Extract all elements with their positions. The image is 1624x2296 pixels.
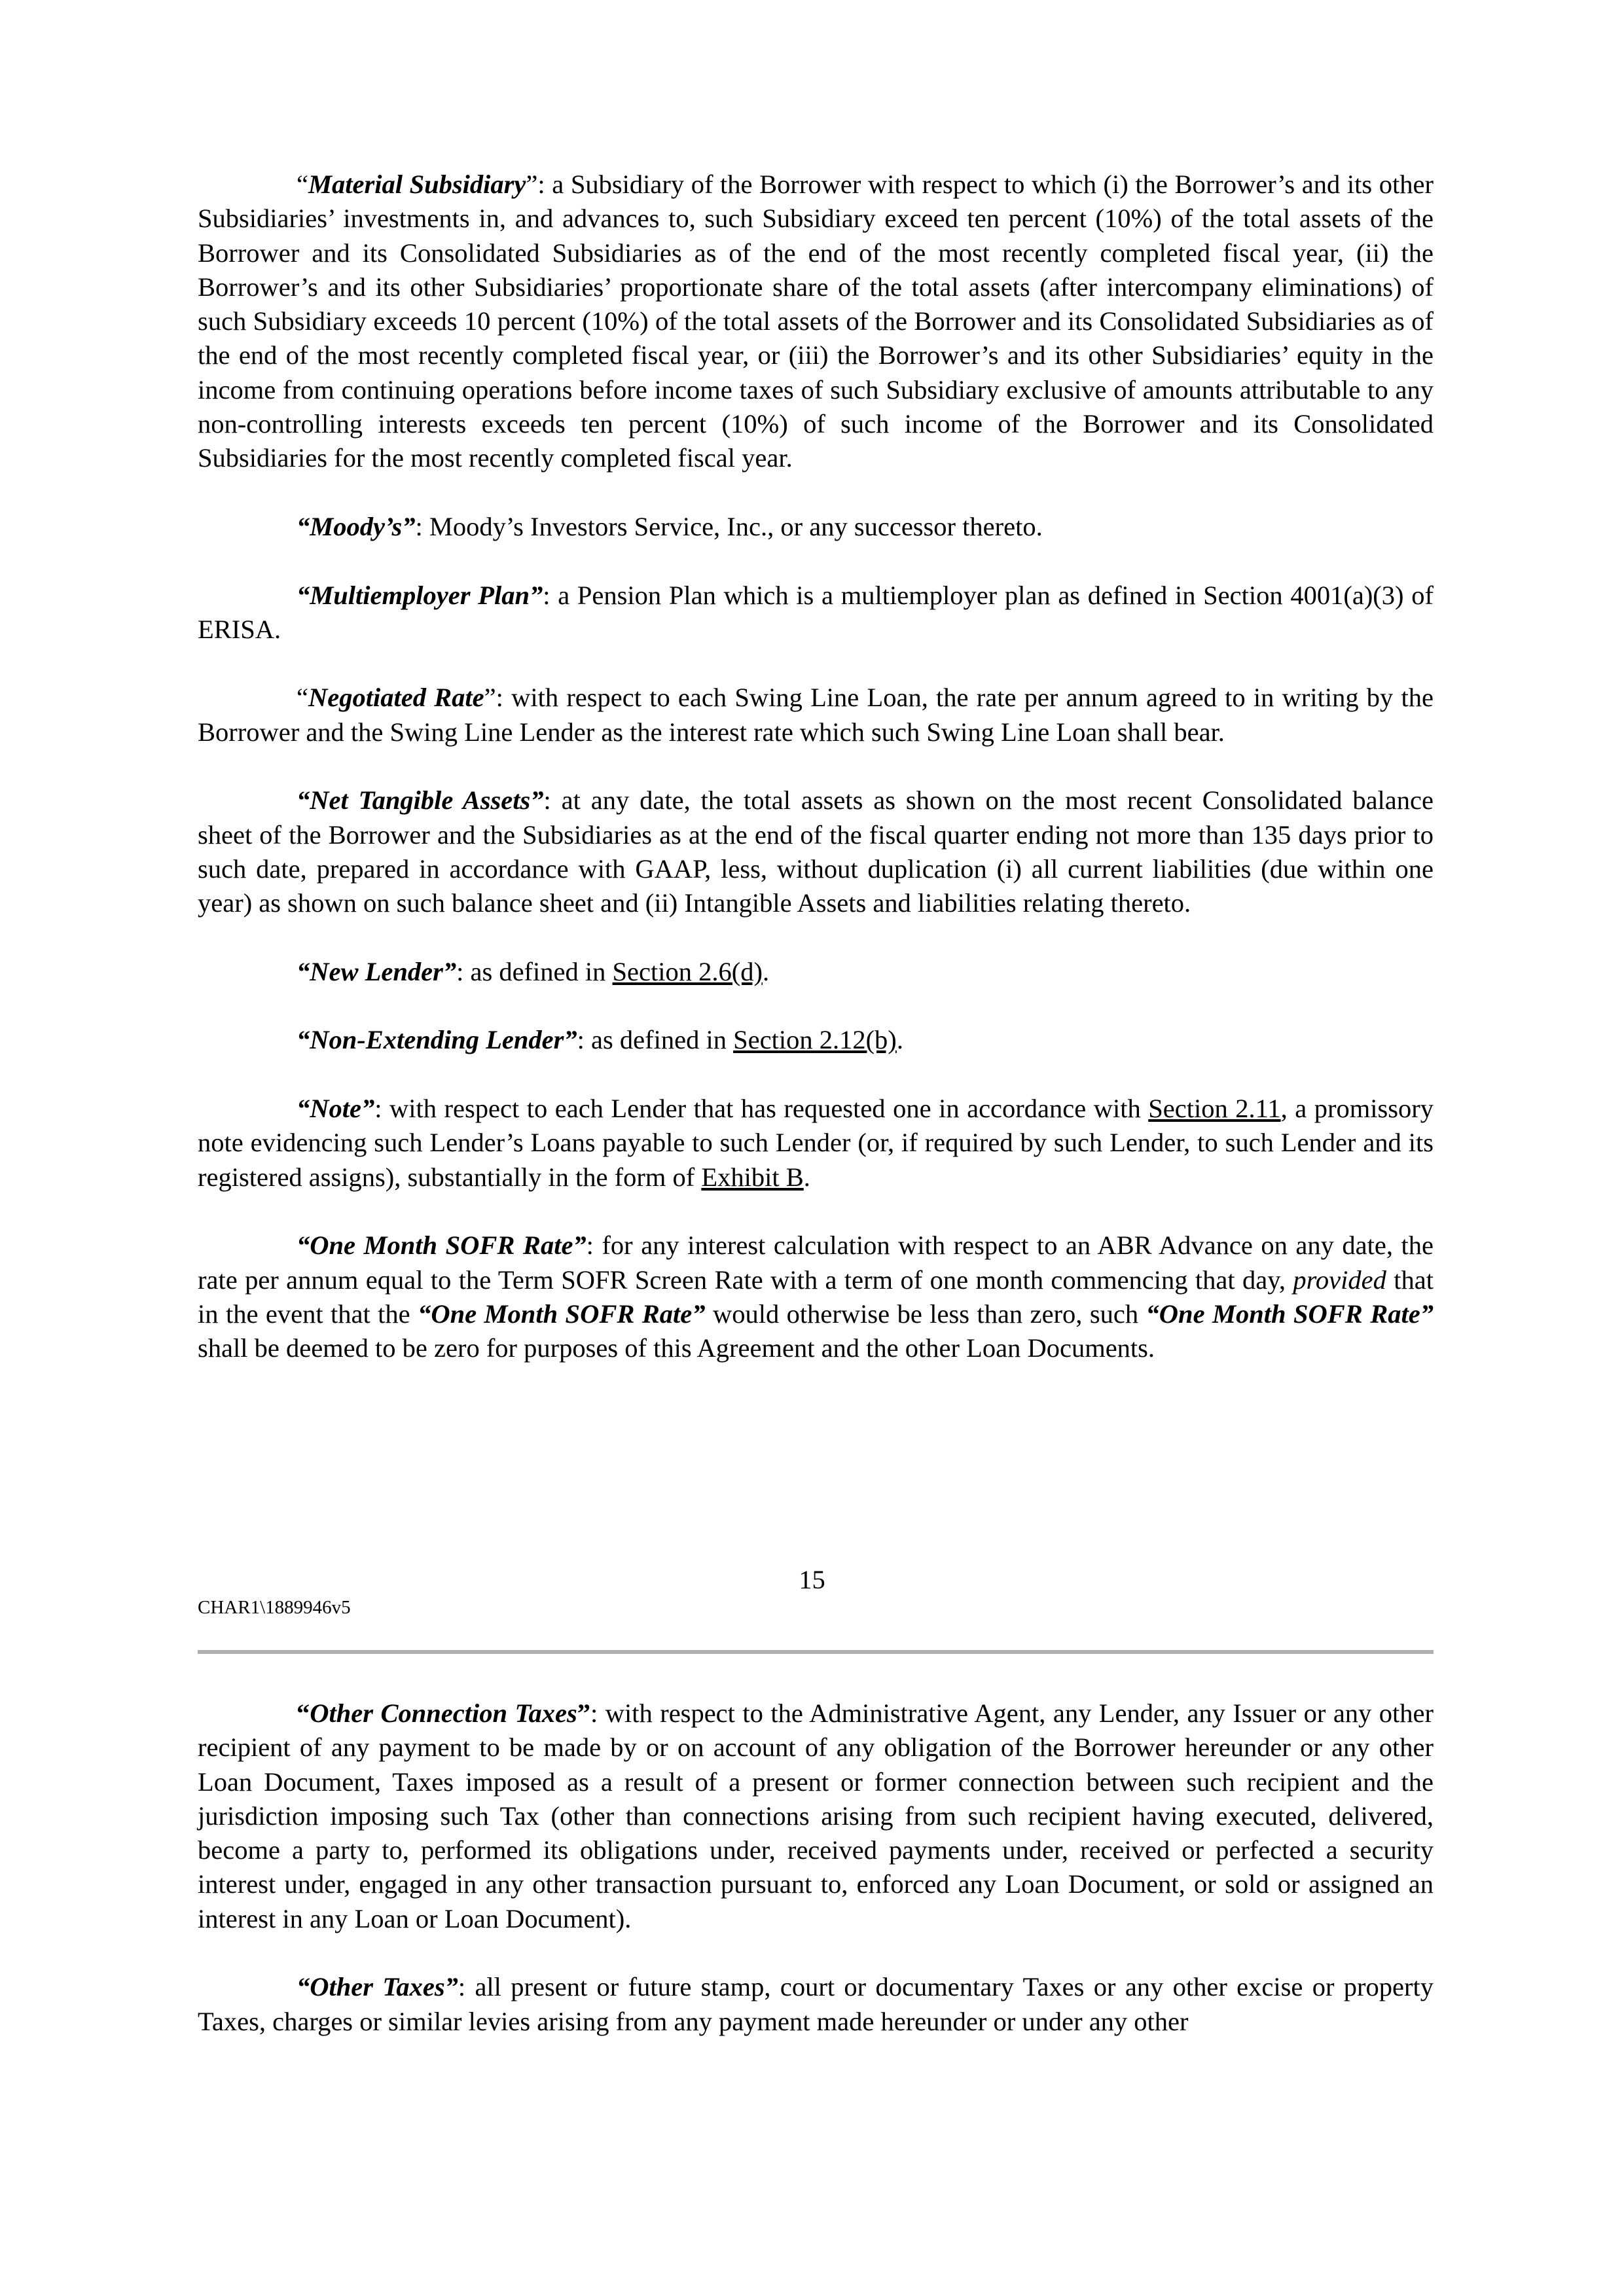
provided-word: provided <box>1293 1265 1386 1295</box>
defined-term: “One Month SOFR Rate” <box>297 1230 586 1261</box>
defined-term: “Multiemployer Plan” <box>297 580 543 610</box>
defined-term: Negotiated Rate <box>308 683 484 713</box>
open-quote: “ <box>297 683 308 713</box>
definition-other-connection-taxes <box>198 1696 1434 1936</box>
document-id: CHAR1\1889946v5 <box>198 1597 351 1618</box>
definition-material-subsidiary <box>198 168 1434 476</box>
defined-term: Material Subsidiary <box>308 170 526 199</box>
definition-multiemployer-plan <box>198 579 1434 647</box>
definition-text: : with respect to each Lender that has requested one in accordance with <box>374 1094 1149 1124</box>
defined-term: Other Connection Taxes <box>310 1698 577 1728</box>
definition-text: : with respect to the Administrative Agent, any Lender, any Issuer or any other recipient of any payment to be made by or on account of any obligation of the Borrower hereunder or any other Loan Document, Taxes imposed as a result of a present or former connection between such recipient and the jurisdiction imposing such Tax (other than connections arising from such recipient having executed, delivered, become a party to, performed its obligations under, received payments under, received or perfected a security interest under, engaged in any other transaction pursuant to, enforced any Loan Document, or sold or assigned an interest in any Loan or Loan Document). <box>198 1698 1434 1933</box>
definition-text: that in the event that the <box>198 1265 1434 1329</box>
definition-text: : for any interest calculation with respect to an ABR Advance on any date, the rate per annum equal to the Term SOFR Screen Rate with a term of one month commencing that day, <box>198 1230 1434 1295</box>
section-reference-link[interactable]: Section 2.12(b) <box>733 1025 897 1055</box>
close-quote: ” <box>577 1698 591 1728</box>
defined-term-reference: “One Month SOFR Rate” <box>418 1299 706 1329</box>
definition-text: : at any date, the total assets as shown on the most recent Consolidated balance sheet of the Borrower and the Subsidiaries as at the end of the fiscal quarter ending not more than 135 days prior to such date, prepared in accordance with GAAP, less, without duplication (i) all current liabilities (due within one year) as shown on such balance sheet and (ii) Intangible Assets and liabilities relating thereto. <box>198 785 1434 918</box>
exhibit-reference-link[interactable]: Exhibit B <box>701 1162 804 1192</box>
defined-term: “Non-Extending Lender” <box>297 1025 577 1055</box>
section-reference-link[interactable]: Section 2.11 <box>1148 1094 1281 1124</box>
defined-term: “New Lender” <box>297 956 457 986</box>
defined-term: “Net Tangible Assets” <box>297 785 544 816</box>
page-number: 15 <box>799 1565 825 1594</box>
definition-text: : as defined in <box>456 956 613 986</box>
close-quote: ” <box>484 683 496 713</box>
definition-text: , a promissory note evidencing such Lender’s Loans payable to such Lender (or, if required by such Lender, to such Lender and its registered assigns), substantially in the form of <box>198 1094 1434 1192</box>
definition-text: : as defined in <box>577 1025 734 1055</box>
definition-net-tangible-assets <box>198 783 1434 920</box>
definition-text: would otherwise be less than zero, such <box>705 1299 1146 1329</box>
definition-end: . <box>763 956 770 986</box>
page-two-body <box>198 1696 1434 2039</box>
page-one-body <box>198 168 1434 1365</box>
open-quote: “ <box>297 170 308 199</box>
definition-note <box>198 1092 1434 1194</box>
open-quote: “ <box>297 1698 310 1728</box>
defined-term: “Note” <box>297 1094 375 1124</box>
definition-end: . <box>803 1162 810 1192</box>
definition-new-lender <box>198 955 1434 989</box>
definition-one-month-sofr-rate <box>198 1229 1434 1365</box>
definition-text: : Moody’s Investors Service, Inc., or any successor thereto. <box>415 511 1043 541</box>
defined-term: “Other Taxes” <box>297 1972 458 2002</box>
definition-text: : with respect to each Swing Line Loan, the rate per annum agreed to in writing by the Borrower and the Swing Line Lender as the interest rate which such Swing Line Loan shall bear. <box>198 683 1434 747</box>
definition-other-taxes <box>198 1970 1434 2039</box>
definition-text: : a Pension Plan which is a multiemployer plan as defined in Section 4001(a)(3) of ERISA. <box>198 580 1434 644</box>
close-quote: ” <box>526 170 538 199</box>
definition-end: . <box>896 1025 903 1055</box>
definition-text: : a Subsidiary of the Borrower with respect to which (i) the Borrower’s and its other Subsidiaries’ investments in, and advances to, such Subsidiary exceed ten percent (10%) of the total assets of the Borrower and its Consolidated Subsidiaries as of the end of the most recently completed fiscal year, (ii) the Borrower’s and its other Subsidiaries’ proportionate share of the total assets (after intercompany eliminations) of such Subsidiary exceeds 10 percent (10%) of the total assets of the Borrower and its Consolidated Subsidiaries as of the end of the most recently completed fiscal year, or (iii) the Borrower’s and its other Subsidiaries’ equity in the income from continuing operations before income taxes of such Subsidiary exclusive of amounts attributable to any non-controlling interests exceeds ten percent (10%) of such income of the Borrower and its Consolidated Subsidiaries for the most recently completed fiscal year. <box>198 170 1434 473</box>
section-reference-link[interactable]: Section 2.6(d) <box>612 956 763 986</box>
definition-text: shall be deemed to be zero for purposes of this Agreement and the other Loan Documents. <box>198 1333 1155 1363</box>
definition-non-extending-lender <box>198 1023 1434 1057</box>
definition-negotiated-rate <box>198 681 1434 749</box>
defined-term-reference: “One Month SOFR Rate” <box>1146 1299 1434 1329</box>
definition-moodys <box>198 510 1434 544</box>
page-divider <box>198 1650 1434 1654</box>
definition-text: : all present or future stamp, court or documentary Taxes or any other excise or property Taxes, charges or similar levies arising from any payment made hereunder or under any other <box>198 1972 1434 2036</box>
defined-term: “Moody’s” <box>297 511 416 541</box>
